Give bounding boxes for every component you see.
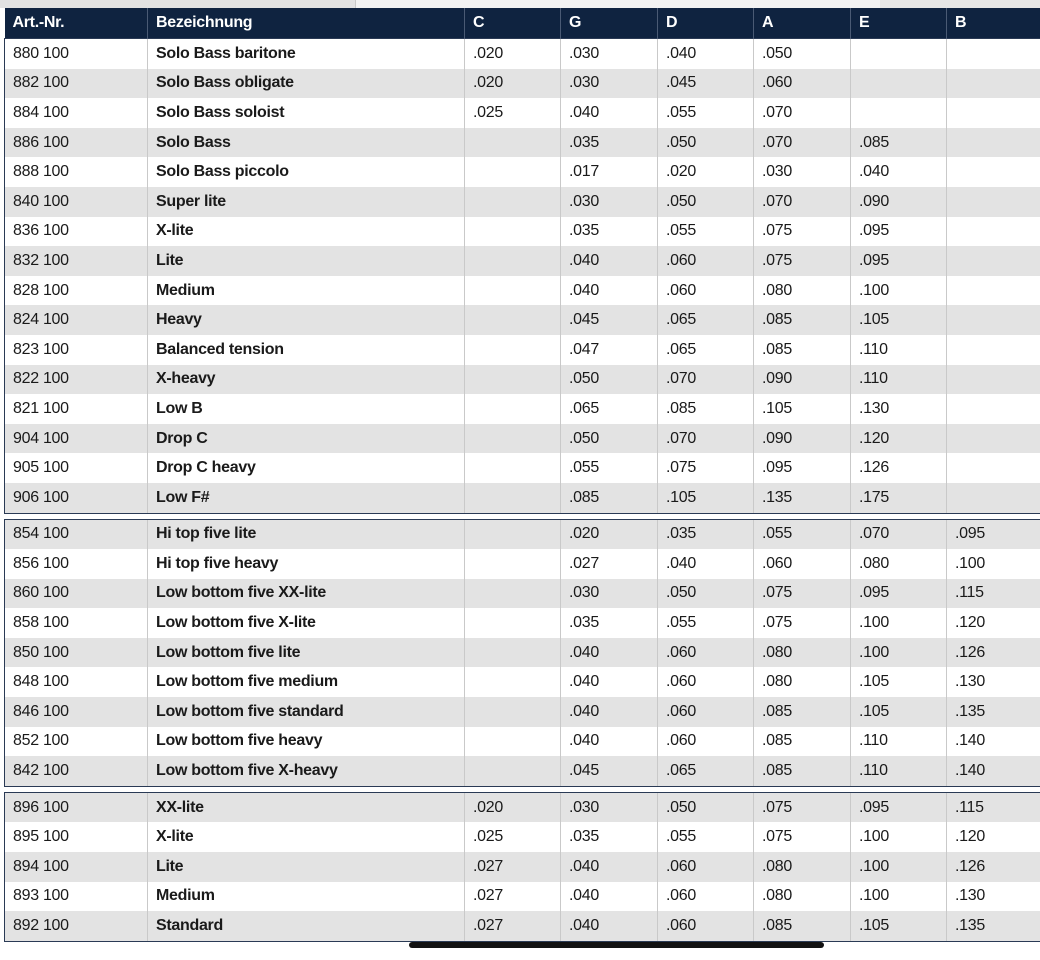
column-header-c: C bbox=[465, 8, 561, 39]
cell-gauge-b bbox=[947, 453, 1040, 483]
cell-gauge-g: .030 bbox=[561, 187, 658, 217]
table-row bbox=[5, 39, 1040, 69]
cell-gauge-e: .100 bbox=[851, 276, 947, 306]
cell-gauge-a: .095 bbox=[754, 453, 851, 483]
column-header-bezeichnung: Bezeichnung bbox=[148, 8, 465, 39]
cell-bezeichnung: Low F# bbox=[148, 483, 465, 513]
cell-gauge-g: .030 bbox=[561, 792, 658, 822]
table-row bbox=[5, 483, 1040, 513]
cell-gauge-g: .027 bbox=[561, 549, 658, 579]
cell-bezeichnung: Drop C bbox=[148, 424, 465, 454]
cell-gauge-a: .085 bbox=[754, 305, 851, 335]
cell-gauge-d: .065 bbox=[658, 335, 754, 365]
table-header-row bbox=[5, 8, 1040, 39]
cell-gauge-b: .115 bbox=[947, 579, 1040, 609]
table-row bbox=[5, 756, 1040, 786]
cell-gauge-e: .085 bbox=[851, 128, 947, 158]
cell-art-nr: 893 100 bbox=[5, 882, 148, 912]
table-row bbox=[5, 217, 1040, 247]
cell-gauge-b bbox=[947, 157, 1040, 187]
cell-gauge-d: .060 bbox=[658, 882, 754, 912]
cell-bezeichnung: Hi top five lite bbox=[148, 519, 465, 549]
cell-art-nr: 840 100 bbox=[5, 187, 148, 217]
cell-gauge-e: .100 bbox=[851, 882, 947, 912]
cell-gauge-g: .040 bbox=[561, 882, 658, 912]
cell-gauge-c bbox=[465, 667, 561, 697]
table-row bbox=[5, 98, 1040, 128]
cell-gauge-b: .120 bbox=[947, 822, 1040, 852]
cell-gauge-d: .060 bbox=[658, 246, 754, 276]
cell-bezeichnung: X-lite bbox=[148, 217, 465, 247]
cell-bezeichnung: Medium bbox=[148, 276, 465, 306]
cell-art-nr: 896 100 bbox=[5, 792, 148, 822]
cell-gauge-e: .120 bbox=[851, 424, 947, 454]
cell-gauge-d: .060 bbox=[658, 638, 754, 668]
cell-bezeichnung: Low B bbox=[148, 394, 465, 424]
cell-gauge-a: .090 bbox=[754, 424, 851, 454]
cell-art-nr: 886 100 bbox=[5, 128, 148, 158]
table-row bbox=[5, 246, 1040, 276]
cell-gauge-b bbox=[947, 128, 1040, 158]
cell-art-nr: 894 100 bbox=[5, 852, 148, 882]
cell-gauge-c: .027 bbox=[465, 882, 561, 912]
cell-gauge-b: .130 bbox=[947, 667, 1040, 697]
cell-gauge-e: .095 bbox=[851, 217, 947, 247]
cell-bezeichnung: X-heavy bbox=[148, 365, 465, 395]
cell-bezeichnung: Solo Bass baritone bbox=[148, 39, 465, 69]
table-row bbox=[5, 424, 1040, 454]
cell-gauge-g: .030 bbox=[561, 579, 658, 609]
cell-gauge-a: .090 bbox=[754, 365, 851, 395]
table-row bbox=[5, 852, 1040, 882]
cell-gauge-e: .095 bbox=[851, 792, 947, 822]
cell-gauge-b: .126 bbox=[947, 638, 1040, 668]
table-row bbox=[5, 128, 1040, 158]
cell-gauge-g: .040 bbox=[561, 667, 658, 697]
table-row bbox=[5, 305, 1040, 335]
cell-bezeichnung: Low bottom five X-lite bbox=[148, 608, 465, 638]
cell-bezeichnung: Solo Bass piccolo bbox=[148, 157, 465, 187]
cell-gauge-e bbox=[851, 98, 947, 128]
cell-gauge-c: .025 bbox=[465, 822, 561, 852]
cell-gauge-d: .050 bbox=[658, 187, 754, 217]
cell-gauge-g: .040 bbox=[561, 98, 658, 128]
cell-gauge-a: .075 bbox=[754, 579, 851, 609]
cell-gauge-b bbox=[947, 276, 1040, 306]
cell-gauge-e: .175 bbox=[851, 483, 947, 513]
cell-gauge-g: .055 bbox=[561, 453, 658, 483]
cell-bezeichnung: Medium bbox=[148, 882, 465, 912]
cell-art-nr: 846 100 bbox=[5, 697, 148, 727]
cell-gauge-c bbox=[465, 246, 561, 276]
cell-gauge-d: .040 bbox=[658, 39, 754, 69]
cell-bezeichnung: Low bottom five standard bbox=[148, 697, 465, 727]
column-header-a: A bbox=[754, 8, 851, 39]
table-row bbox=[5, 187, 1040, 217]
cell-gauge-a: .060 bbox=[754, 69, 851, 99]
cell-gauge-b bbox=[947, 424, 1040, 454]
cell-gauge-g: .017 bbox=[561, 157, 658, 187]
column-header-b: B bbox=[947, 8, 1040, 39]
cell-gauge-c: .020 bbox=[465, 39, 561, 69]
table-row bbox=[5, 365, 1040, 395]
cell-gauge-d: .040 bbox=[658, 549, 754, 579]
cell-gauge-c bbox=[465, 394, 561, 424]
cell-art-nr: 892 100 bbox=[5, 911, 148, 941]
table-row bbox=[5, 727, 1040, 757]
cell-gauge-e: .100 bbox=[851, 638, 947, 668]
background-tab-right bbox=[880, 0, 1040, 8]
cell-bezeichnung: Solo Bass obligate bbox=[148, 69, 465, 99]
cell-gauge-b: .115 bbox=[947, 792, 1040, 822]
table-row bbox=[5, 667, 1040, 697]
cell-gauge-e: .110 bbox=[851, 365, 947, 395]
cell-gauge-a: .055 bbox=[754, 519, 851, 549]
cell-gauge-d: .055 bbox=[658, 217, 754, 247]
cell-gauge-c bbox=[465, 483, 561, 513]
cell-bezeichnung: Lite bbox=[148, 246, 465, 276]
cell-gauge-d: .065 bbox=[658, 756, 754, 786]
cell-gauge-e bbox=[851, 39, 947, 69]
cell-gauge-g: .045 bbox=[561, 305, 658, 335]
table-row bbox=[5, 882, 1040, 912]
table-row bbox=[5, 911, 1040, 941]
cell-bezeichnung: Low bottom five heavy bbox=[148, 727, 465, 757]
cell-art-nr: 905 100 bbox=[5, 453, 148, 483]
cell-gauge-a: .075 bbox=[754, 822, 851, 852]
table-row bbox=[5, 69, 1040, 99]
top-tab-strip bbox=[0, 0, 1040, 8]
cell-art-nr: 848 100 bbox=[5, 667, 148, 697]
cell-gauge-a: .080 bbox=[754, 852, 851, 882]
cell-bezeichnung: Balanced tension bbox=[148, 335, 465, 365]
cell-gauge-d: .045 bbox=[658, 69, 754, 99]
cell-gauge-a: .070 bbox=[754, 98, 851, 128]
cell-gauge-c bbox=[465, 453, 561, 483]
table-row bbox=[5, 792, 1040, 822]
cell-gauge-e: .110 bbox=[851, 335, 947, 365]
cell-gauge-e: .110 bbox=[851, 727, 947, 757]
table-row bbox=[5, 549, 1040, 579]
cell-bezeichnung: XX-lite bbox=[148, 792, 465, 822]
cell-gauge-g: .050 bbox=[561, 424, 658, 454]
cell-gauge-g: .020 bbox=[561, 519, 658, 549]
cell-gauge-c bbox=[465, 365, 561, 395]
cell-gauge-g: .050 bbox=[561, 365, 658, 395]
cell-gauge-d: .065 bbox=[658, 305, 754, 335]
cell-gauge-a: .060 bbox=[754, 549, 851, 579]
cell-gauge-b: .140 bbox=[947, 756, 1040, 786]
cell-gauge-c bbox=[465, 608, 561, 638]
cell-gauge-g: .040 bbox=[561, 697, 658, 727]
cell-gauge-d: .060 bbox=[658, 667, 754, 697]
cell-gauge-d: .055 bbox=[658, 98, 754, 128]
cell-gauge-e: .105 bbox=[851, 667, 947, 697]
cell-gauge-e: .100 bbox=[851, 852, 947, 882]
cell-gauge-d: .105 bbox=[658, 483, 754, 513]
cell-bezeichnung: Low bottom five XX-lite bbox=[148, 579, 465, 609]
cell-gauge-g: .030 bbox=[561, 69, 658, 99]
cell-gauge-c bbox=[465, 519, 561, 549]
cell-gauge-e: .105 bbox=[851, 697, 947, 727]
cell-art-nr: 836 100 bbox=[5, 217, 148, 247]
cell-gauge-b: .135 bbox=[947, 911, 1040, 941]
cell-art-nr: 852 100 bbox=[5, 727, 148, 757]
cell-gauge-d: .050 bbox=[658, 792, 754, 822]
cell-gauge-a: .075 bbox=[754, 217, 851, 247]
cell-gauge-g: .047 bbox=[561, 335, 658, 365]
cell-gauge-a: .085 bbox=[754, 911, 851, 941]
cell-gauge-e: .105 bbox=[851, 305, 947, 335]
cell-gauge-e: .090 bbox=[851, 187, 947, 217]
cell-gauge-d: .050 bbox=[658, 128, 754, 158]
table-row bbox=[5, 157, 1040, 187]
cell-gauge-e: .100 bbox=[851, 608, 947, 638]
cell-art-nr: 842 100 bbox=[5, 756, 148, 786]
cell-bezeichnung: Solo Bass soloist bbox=[148, 98, 465, 128]
cell-gauge-a: .135 bbox=[754, 483, 851, 513]
cell-gauge-d: .060 bbox=[658, 911, 754, 941]
cell-gauge-c bbox=[465, 187, 561, 217]
cell-art-nr: 821 100 bbox=[5, 394, 148, 424]
cell-gauge-g: .065 bbox=[561, 394, 658, 424]
cell-gauge-d: .060 bbox=[658, 697, 754, 727]
cell-gauge-a: .085 bbox=[754, 697, 851, 727]
column-header-e: E bbox=[851, 8, 947, 39]
cell-art-nr: 884 100 bbox=[5, 98, 148, 128]
cell-bezeichnung: Super lite bbox=[148, 187, 465, 217]
cell-gauge-b: .095 bbox=[947, 519, 1040, 549]
cell-gauge-g: .085 bbox=[561, 483, 658, 513]
cell-bezeichnung: Drop C heavy bbox=[148, 453, 465, 483]
cell-gauge-d: .070 bbox=[658, 365, 754, 395]
string-gauge-table bbox=[4, 8, 1040, 942]
cell-gauge-c: .025 bbox=[465, 98, 561, 128]
cell-gauge-g: .040 bbox=[561, 911, 658, 941]
cell-bezeichnung: X-lite bbox=[148, 822, 465, 852]
cell-gauge-g: .040 bbox=[561, 638, 658, 668]
cell-gauge-a: .080 bbox=[754, 667, 851, 697]
cell-art-nr: 860 100 bbox=[5, 579, 148, 609]
cell-gauge-d: .035 bbox=[658, 519, 754, 549]
cell-gauge-e: .095 bbox=[851, 246, 947, 276]
cell-gauge-b bbox=[947, 217, 1040, 247]
table-row bbox=[5, 394, 1040, 424]
cell-art-nr: 822 100 bbox=[5, 365, 148, 395]
cell-gauge-b bbox=[947, 187, 1040, 217]
cell-bezeichnung: Solo Bass bbox=[148, 128, 465, 158]
column-header-g: G bbox=[561, 8, 658, 39]
cell-gauge-g: .040 bbox=[561, 852, 658, 882]
cell-art-nr: 880 100 bbox=[5, 39, 148, 69]
cell-gauge-b: .130 bbox=[947, 882, 1040, 912]
cell-gauge-c: .027 bbox=[465, 852, 561, 882]
cell-gauge-a: .105 bbox=[754, 394, 851, 424]
cell-gauge-c: .020 bbox=[465, 69, 561, 99]
cell-gauge-a: .075 bbox=[754, 792, 851, 822]
cell-gauge-b: .135 bbox=[947, 697, 1040, 727]
cell-gauge-b bbox=[947, 305, 1040, 335]
cell-gauge-b bbox=[947, 365, 1040, 395]
cell-art-nr: 882 100 bbox=[5, 69, 148, 99]
cell-gauge-d: .020 bbox=[658, 157, 754, 187]
cell-gauge-b: .126 bbox=[947, 852, 1040, 882]
cell-bezeichnung: Heavy bbox=[148, 305, 465, 335]
table-row bbox=[5, 335, 1040, 365]
cell-bezeichnung: Standard bbox=[148, 911, 465, 941]
cell-bezeichnung: Low bottom five medium bbox=[148, 667, 465, 697]
cell-gauge-d: .070 bbox=[658, 424, 754, 454]
cell-gauge-c bbox=[465, 424, 561, 454]
string-table-container[interactable] bbox=[4, 8, 1040, 942]
cell-gauge-e: .095 bbox=[851, 579, 947, 609]
cell-art-nr: 904 100 bbox=[5, 424, 148, 454]
background-tab bbox=[0, 0, 356, 8]
table-row bbox=[5, 276, 1040, 306]
cell-gauge-a: .050 bbox=[754, 39, 851, 69]
cell-gauge-c bbox=[465, 157, 561, 187]
cell-gauge-b bbox=[947, 394, 1040, 424]
cell-gauge-g: .045 bbox=[561, 756, 658, 786]
cell-gauge-a: .085 bbox=[754, 756, 851, 786]
cell-art-nr: 823 100 bbox=[5, 335, 148, 365]
cell-gauge-c bbox=[465, 638, 561, 668]
table-row bbox=[5, 822, 1040, 852]
cell-gauge-b: .100 bbox=[947, 549, 1040, 579]
cell-gauge-b: .140 bbox=[947, 727, 1040, 757]
cell-gauge-e bbox=[851, 69, 947, 99]
cell-gauge-b bbox=[947, 69, 1040, 99]
home-indicator-bar[interactable] bbox=[409, 942, 824, 948]
table-row bbox=[5, 579, 1040, 609]
cell-gauge-c: .020 bbox=[465, 792, 561, 822]
cell-bezeichnung: Hi top five heavy bbox=[148, 549, 465, 579]
cell-gauge-g: .035 bbox=[561, 128, 658, 158]
cell-art-nr: 854 100 bbox=[5, 519, 148, 549]
cell-gauge-b: .120 bbox=[947, 608, 1040, 638]
table-body bbox=[5, 39, 1040, 942]
table-row bbox=[5, 519, 1040, 549]
cell-bezeichnung: Low bottom five lite bbox=[148, 638, 465, 668]
cell-gauge-c bbox=[465, 276, 561, 306]
cell-gauge-c bbox=[465, 128, 561, 158]
cell-gauge-d: .060 bbox=[658, 276, 754, 306]
cell-gauge-a: .085 bbox=[754, 335, 851, 365]
cell-gauge-a: .080 bbox=[754, 882, 851, 912]
cell-gauge-c bbox=[465, 335, 561, 365]
cell-gauge-c bbox=[465, 305, 561, 335]
cell-gauge-e: .105 bbox=[851, 911, 947, 941]
cell-gauge-g: .035 bbox=[561, 217, 658, 247]
cell-gauge-e: .100 bbox=[851, 822, 947, 852]
cell-bezeichnung: Low bottom five X-heavy bbox=[148, 756, 465, 786]
cell-gauge-e: .110 bbox=[851, 756, 947, 786]
cell-gauge-a: .075 bbox=[754, 246, 851, 276]
cell-gauge-a: .070 bbox=[754, 128, 851, 158]
cell-gauge-c bbox=[465, 217, 561, 247]
cell-gauge-g: .035 bbox=[561, 822, 658, 852]
cell-gauge-e: .040 bbox=[851, 157, 947, 187]
cell-gauge-c bbox=[465, 549, 561, 579]
cell-gauge-e: .126 bbox=[851, 453, 947, 483]
table-row bbox=[5, 453, 1040, 483]
cell-gauge-c: .027 bbox=[465, 911, 561, 941]
cell-gauge-c bbox=[465, 579, 561, 609]
cell-gauge-g: .040 bbox=[561, 727, 658, 757]
cell-art-nr: 895 100 bbox=[5, 822, 148, 852]
cell-gauge-d: .060 bbox=[658, 727, 754, 757]
cell-gauge-a: .075 bbox=[754, 608, 851, 638]
cell-art-nr: 858 100 bbox=[5, 608, 148, 638]
cell-gauge-a: .085 bbox=[754, 727, 851, 757]
cell-gauge-c bbox=[465, 697, 561, 727]
cell-gauge-c bbox=[465, 727, 561, 757]
cell-gauge-d: .055 bbox=[658, 822, 754, 852]
cell-gauge-e: .080 bbox=[851, 549, 947, 579]
cell-gauge-b bbox=[947, 98, 1040, 128]
cell-gauge-g: .030 bbox=[561, 39, 658, 69]
cell-art-nr: 906 100 bbox=[5, 483, 148, 513]
cell-gauge-b bbox=[947, 246, 1040, 276]
cell-gauge-g: .040 bbox=[561, 246, 658, 276]
table-row bbox=[5, 697, 1040, 727]
cell-gauge-d: .075 bbox=[658, 453, 754, 483]
cell-art-nr: 828 100 bbox=[5, 276, 148, 306]
cell-gauge-d: .055 bbox=[658, 608, 754, 638]
cell-gauge-d: .060 bbox=[658, 852, 754, 882]
cell-art-nr: 850 100 bbox=[5, 638, 148, 668]
cell-gauge-g: .040 bbox=[561, 276, 658, 306]
cell-gauge-e: .070 bbox=[851, 519, 947, 549]
cell-art-nr: 856 100 bbox=[5, 549, 148, 579]
table-row bbox=[5, 608, 1040, 638]
table-row bbox=[5, 638, 1040, 668]
cell-art-nr: 888 100 bbox=[5, 157, 148, 187]
cell-bezeichnung: Lite bbox=[148, 852, 465, 882]
cell-art-nr: 832 100 bbox=[5, 246, 148, 276]
cell-gauge-g: .035 bbox=[561, 608, 658, 638]
cell-gauge-a: .070 bbox=[754, 187, 851, 217]
cell-gauge-b bbox=[947, 39, 1040, 69]
cell-art-nr: 824 100 bbox=[5, 305, 148, 335]
cell-gauge-a: .080 bbox=[754, 638, 851, 668]
cell-gauge-b bbox=[947, 335, 1040, 365]
cell-gauge-a: .080 bbox=[754, 276, 851, 306]
cell-gauge-d: .050 bbox=[658, 579, 754, 609]
cell-gauge-b bbox=[947, 483, 1040, 513]
column-header-d: D bbox=[658, 8, 754, 39]
cell-gauge-a: .030 bbox=[754, 157, 851, 187]
cell-gauge-c bbox=[465, 756, 561, 786]
cell-gauge-d: .085 bbox=[658, 394, 754, 424]
cell-gauge-e: .130 bbox=[851, 394, 947, 424]
column-header-art-nr: Art.-Nr. bbox=[5, 8, 148, 39]
